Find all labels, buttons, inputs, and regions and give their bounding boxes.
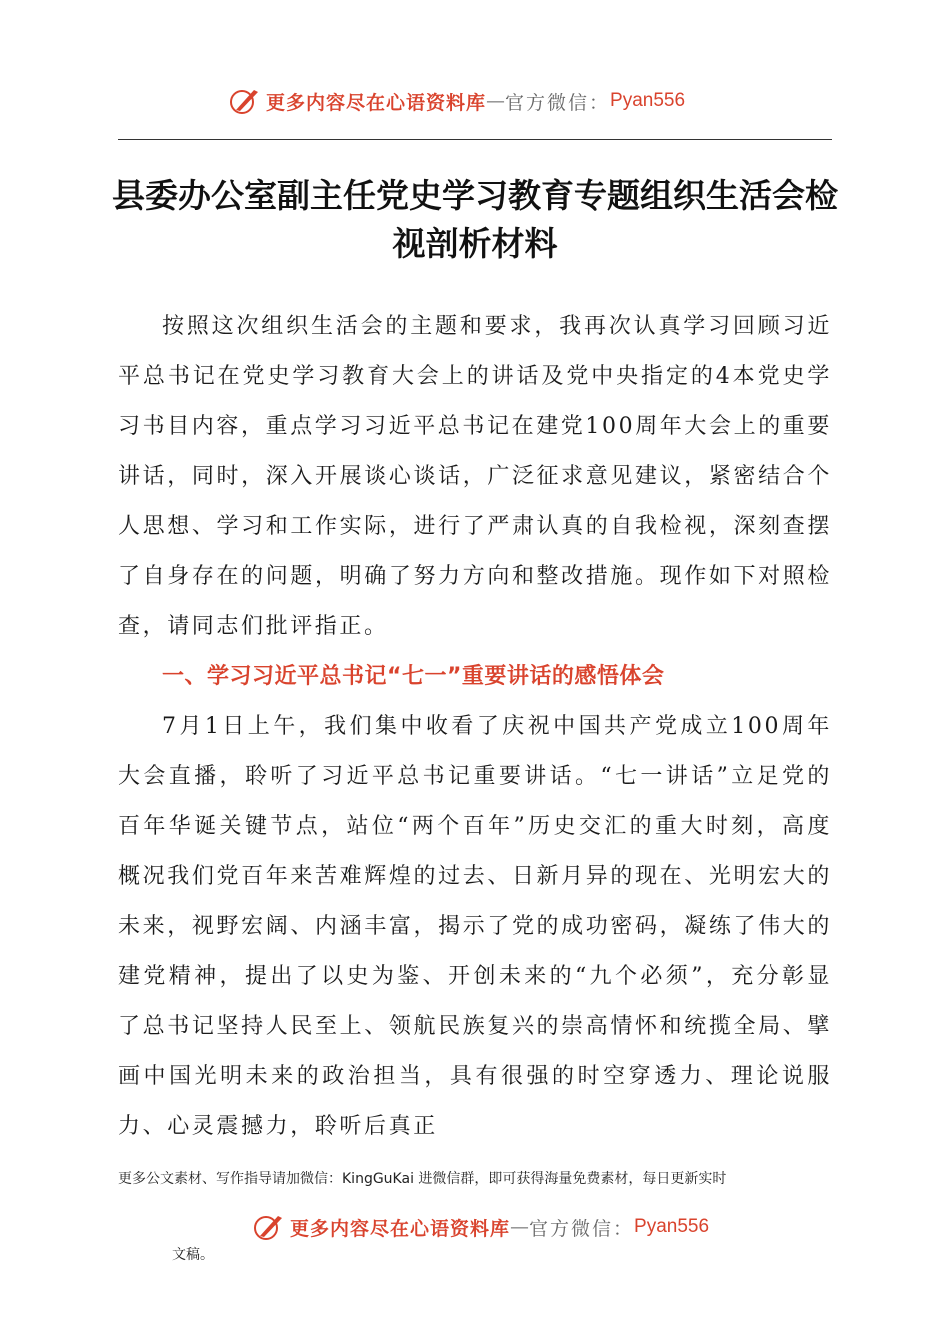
quill-pen-circle-icon [228,86,262,116]
header-watermark [228,86,685,116]
watermark-wechat-id: Pyan556 [610,90,686,111]
watermark-main-text: 更多内容尽在心语资料库 [266,91,487,114]
intro-paragraph: 按照这次组织生活会的主题和要求，我再次认真学习回顾习近平总书记在党史学习教育大会上的讲话及党中央指定的4本党史学习书目内容，重点学习习近平总书记在建党100周年大会上的重要讲话，同时，深入开展谈心谈话，广泛征求意见建议，紧密结合个人思想、学习和工作实际，进行了严肃认真的自我检视，深刻查摆了自身存在的问题，明确了努力方向和整改措施。现作如下对照检查，请同志们批评指正。 [118,314,832,639]
watermark-main-text: 更多内容尽在心语资料库 [290,1217,511,1240]
watermark-sub-text: 官方微信： [505,91,611,114]
section-paragraph: 7月1日上午，我们集中收看了庆祝中国共产党成立100周年大会直播，聆听了习近平总书记重要讲话。“七一讲话”立足党的百年华诞关键节点，站位“两个百年”历史交汇的重大时刻，高度概况我们党百年来苦难辉煌的过去、日新月异的现在、光明宏大的未来，视野宏阔、内涵丰富，揭示了党的成功密码，凝练了伟大的建党精神，提出了以史为鉴、开创未来的“九个必须”，充分彰显了总书记坚持人民至上、领航民族复兴的崇高情怀和统揽全局、擘画中国光明未来的政治担当，具有很强的时空穿透力、理论说服力、心灵震撼力，聆听后真正 [118,714,832,1139]
watermark-sub-text: 官方微信： [529,1217,635,1240]
footer-watermark [252,1212,709,1242]
quill-pen-circle-icon [252,1212,286,1242]
section-heading: 一、学习习近平总书记“七一”重要讲话的感悟体会 [162,664,665,689]
document-title: 县委办公室副主任党史学习教育专题组织生活会检视剖析材料 [112,176,838,263]
footer-note-end: 文稿。 [172,1247,214,1263]
document-body [118,302,832,1152]
footer-note: 更多公文素材、写作指导请加微信：KingGuKai 进微信群，即可获得海量免费素材，每日更新实时 [118,1171,727,1187]
watermark-separator: — [486,90,506,112]
watermark-separator: — [510,1216,530,1238]
header-divider [118,139,832,140]
watermark-wechat-id: Pyan556 [634,1216,710,1237]
